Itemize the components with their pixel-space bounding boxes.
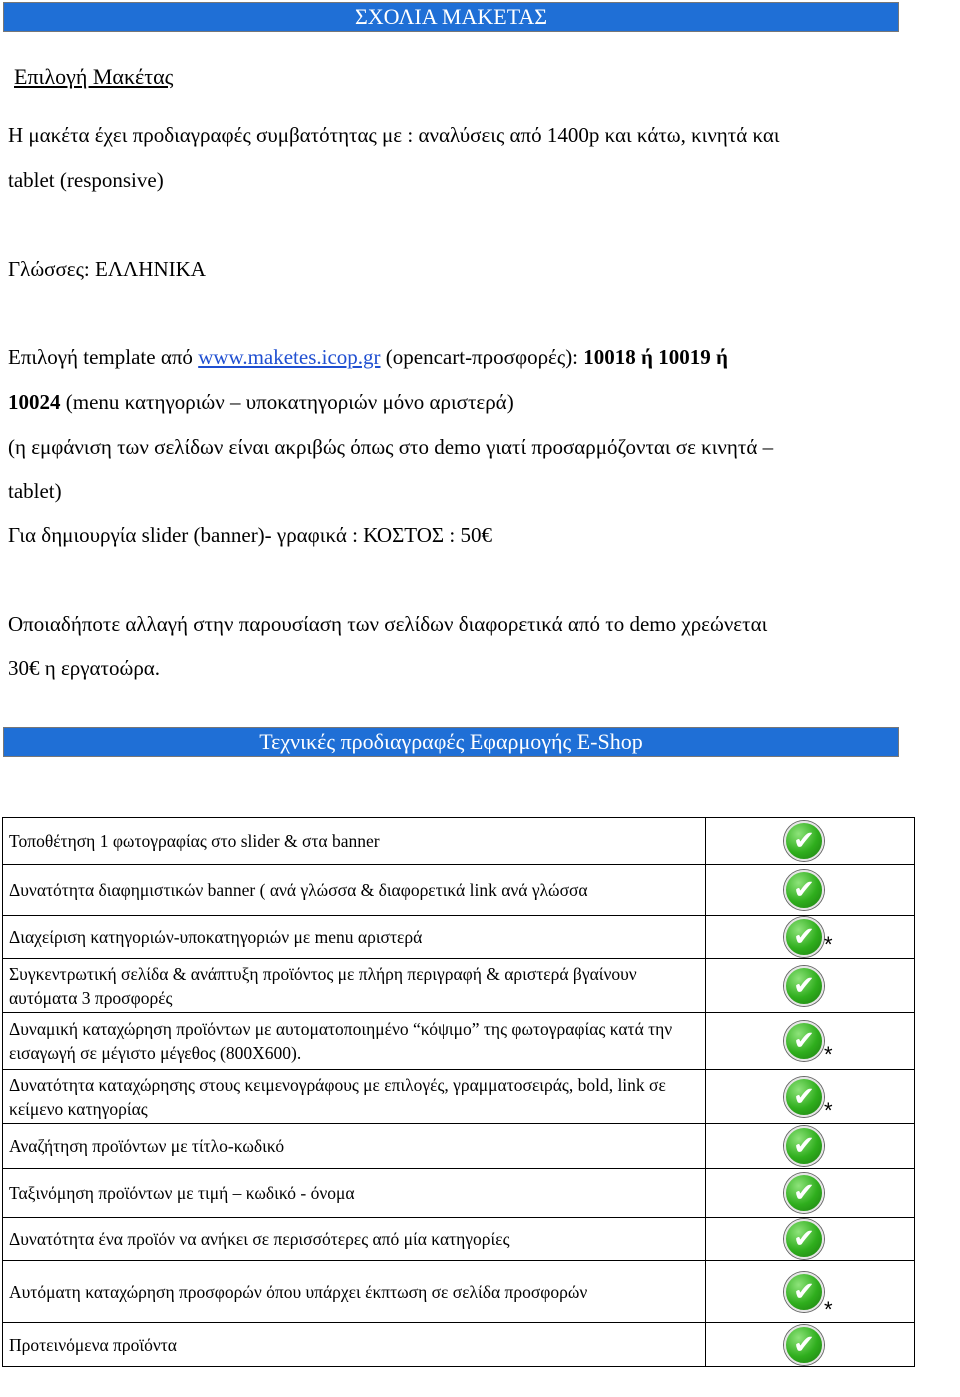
feature-status (706, 1013, 915, 1070)
checkmark-icon: ✔ (784, 966, 824, 1006)
specs-section-title: Τεχνικές προδιαγραφές Εφαρμογής E-Shop (3, 727, 899, 757)
template-mid: (opencart-προσφορές): (380, 345, 584, 369)
feature-status (706, 1218, 915, 1261)
template-link[interactable]: www.maketes.icop.gr (198, 345, 381, 369)
feature-status (706, 865, 915, 916)
checkmark-icon: ✔ (784, 917, 824, 957)
checkmark-icon: ✔ (784, 1021, 824, 1061)
feature-row (3, 1169, 915, 1218)
compatibility-text: Η μακέτα έχει προδιαγραφές συμβατότητας με : αναλύσεις από 1400p και κάτω, κινητά και (8, 123, 780, 147)
feature-text: Αναζήτηση προϊόντων με τίτλο-κωδικό (3, 1124, 706, 1169)
feature-text: Προτεινόμενα προϊόντα (3, 1323, 706, 1367)
features-table (2, 817, 915, 1367)
feature-text: Αυτόματη καταχώρηση προσφορών όπου υπάρχει έκπτωση σε σελίδα προσφορών (3, 1261, 706, 1323)
feature-status (706, 1323, 915, 1367)
page-header: ΣΧΟΛΙΑ ΜΑΚΕΤΑΣ (3, 2, 899, 32)
asterisk-note: * (824, 932, 833, 957)
feature-text: Συγκεντρωτική σελίδα & ανάπτυξη προϊόντος με πλήρη περιγραφή & αριστερά βγαίνουν αυτόματα 3 προσφορές (3, 959, 706, 1013)
feature-text: Δυνατότητα ένα προϊόν να ανήκει σε περισσότερες από μία κατηγορίες (3, 1218, 706, 1261)
demo-note-cont: tablet) (8, 479, 62, 503)
feature-text: Τοποθέτηση 1 φωτογραφίας στο slider & στα banner (3, 818, 706, 865)
section-heading: Επιλογή Μακέτας (14, 64, 174, 89)
template-prefix: Επιλογή template από (8, 345, 199, 369)
slider-cost-text: Για δημιουργία slider (banner)- γραφικά : ΚΟΣΤΟΣ : 50€ (8, 523, 492, 547)
feature-row (3, 1124, 915, 1169)
checkmark-icon: ✔ (784, 1077, 824, 1117)
feature-text: Δυναμική καταχώρηση προϊόντων με αυτοματοποιημένο “κόψιμο” της φωτογραφίας κατά την εισαγωγή σε μέγιστο μέγεθος (800Χ600). (3, 1013, 706, 1070)
feature-row (3, 865, 915, 916)
feature-status (706, 1169, 915, 1218)
compatibility-text-cont: tablet (responsive) (8, 168, 164, 192)
change-cost-text-cont: 30€ η εργατοώρα. (8, 656, 161, 680)
checkmark-icon: ✔ (784, 870, 824, 910)
feature-row (3, 1261, 915, 1323)
feature-status (706, 1070, 915, 1124)
checkmark-icon: ✔ (784, 1219, 824, 1259)
feature-row (3, 916, 915, 959)
feature-text: Ταξινόμηση προϊόντων με τιμή – κωδικό - όνομα (3, 1169, 706, 1218)
feature-row (3, 1070, 915, 1124)
template-line-2 (8, 390, 514, 415)
demo-note: (η εμφάνιση των σελίδων είναι ακριβώς όπως στο demo γιατί προσαρμόζονται σε κινητά – (8, 435, 774, 459)
checkmark-icon: ✔ (784, 1126, 824, 1166)
feature-status (706, 1124, 915, 1169)
feature-status (706, 916, 915, 959)
checkmark-icon: ✔ (784, 821, 824, 861)
feature-row (3, 959, 915, 1013)
change-cost-text: Οποιαδήποτε αλλαγή στην παρουσίαση των σελίδων διαφορετικά από το demo χρεώνεται (8, 612, 768, 636)
checkmark-icon: ✔ (784, 1173, 824, 1213)
feature-row (3, 1013, 915, 1070)
feature-row (3, 1323, 915, 1367)
feature-text: Διαχείριση κατηγοριών-υποκατηγοριών με menu αριστερά (3, 916, 706, 959)
checkmark-icon: ✔ (784, 1325, 824, 1365)
template-codes: 10018 ή 10019 ή (583, 345, 728, 369)
feature-text: Δυνατότητα διαφημιστικών banner ( ανά γλώσσα & διαφορετικά link ανά γλώσσα (3, 865, 706, 916)
template-line (8, 345, 728, 370)
asterisk-note: * (824, 1042, 833, 1067)
feature-status (706, 1261, 915, 1323)
asterisk-note: * (824, 1296, 833, 1322)
languages-text: Γλώσσες: ΕΛΛΗΝΙΚΑ (8, 257, 206, 281)
feature-status (706, 818, 915, 865)
template-menu-note: (menu κατηγοριών – υποκατηγοριών μόνο αριστερά) (60, 390, 514, 414)
feature-text: Δυνατότητα καταχώρησης στους κειμενογράφους με επιλογές, γραμματοσειράς, bold, link σε κείμενο κατηγορίας (3, 1070, 706, 1124)
feature-status (706, 959, 915, 1013)
checkmark-icon: ✔ (784, 1272, 824, 1312)
feature-row (3, 818, 915, 865)
feature-row (3, 1218, 915, 1261)
template-code-3: 10024 (8, 390, 61, 414)
asterisk-note: * (824, 1097, 833, 1123)
